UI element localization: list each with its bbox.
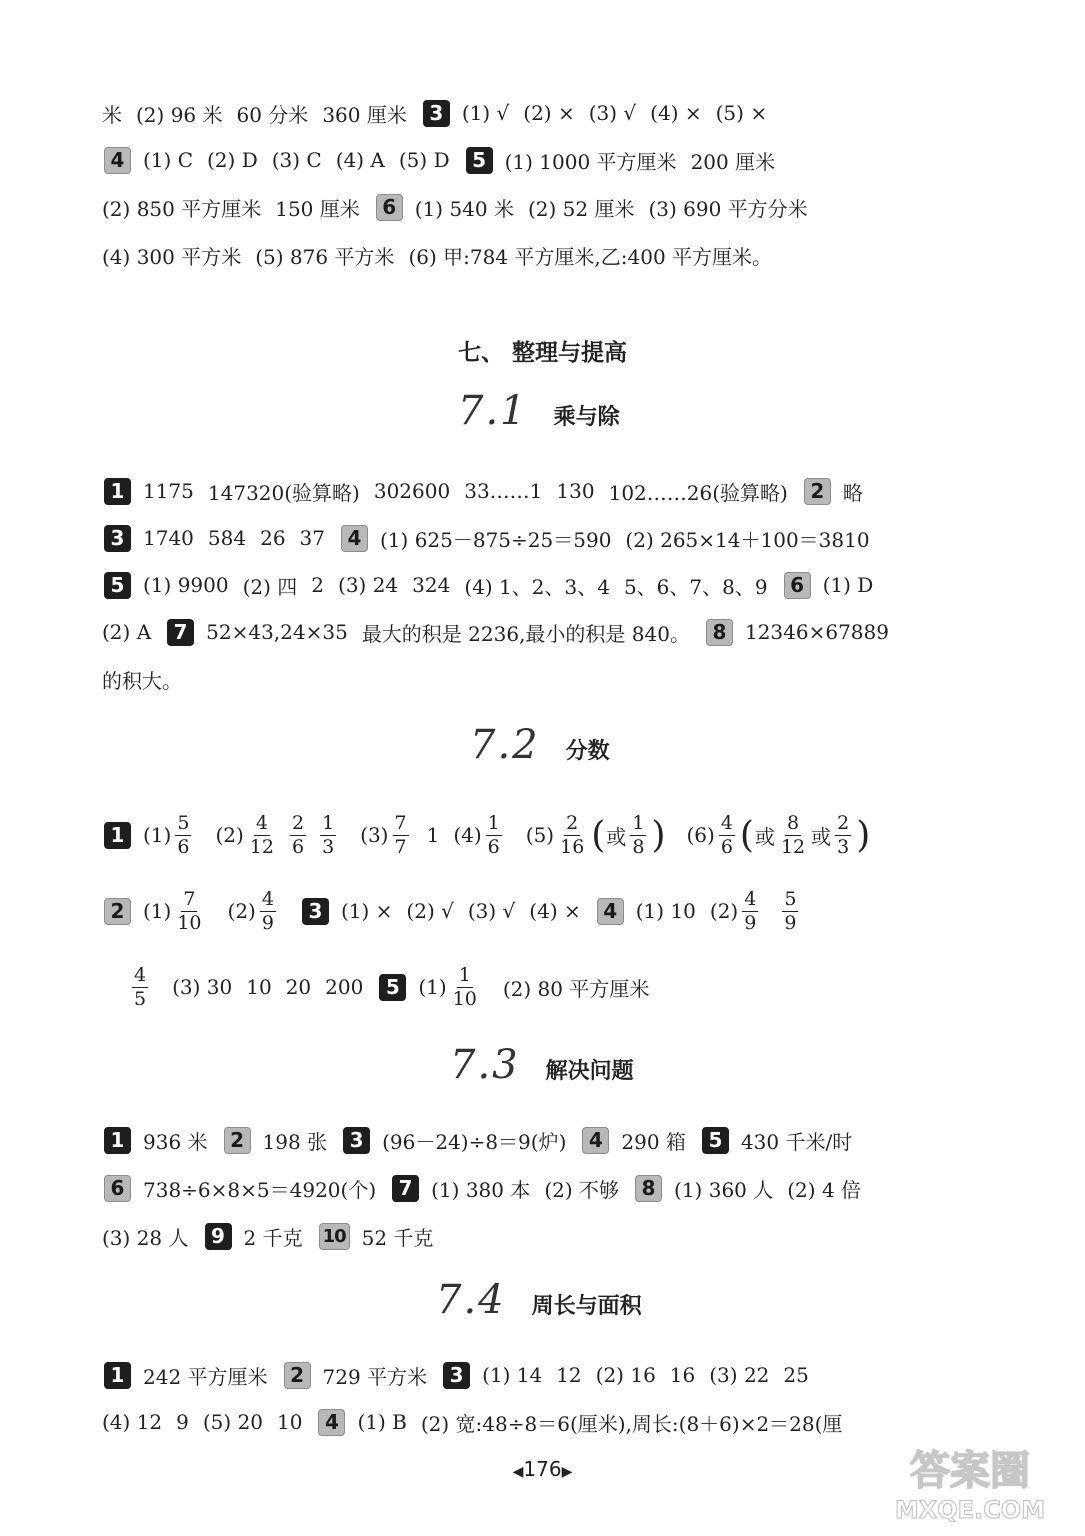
answer-text: (2) 52 厘米 bbox=[527, 196, 635, 221]
fraction bbox=[260, 889, 276, 934]
answer-text: 或 bbox=[606, 824, 627, 849]
denominator: 16 bbox=[560, 835, 585, 858]
answer-text: (2) bbox=[215, 823, 244, 847]
answer-line bbox=[102, 1171, 1045, 1205]
answer-text: 102……26(验算略) bbox=[608, 480, 788, 505]
denominator: 12 bbox=[780, 835, 806, 858]
denominator: 6 bbox=[177, 835, 190, 858]
fraction bbox=[393, 813, 409, 858]
numerator: 1 bbox=[632, 811, 645, 834]
section-heading bbox=[470, 722, 610, 768]
answer-line bbox=[102, 662, 1045, 696]
answer-text: (2) bbox=[227, 899, 256, 923]
section-number: 7.1 bbox=[458, 388, 528, 434]
answer-text: (1) 14 bbox=[482, 1363, 543, 1387]
answer-text: (3) √ bbox=[588, 101, 637, 125]
question-number-badge: 8 bbox=[706, 619, 733, 646]
fraction bbox=[175, 813, 191, 858]
answer-line bbox=[102, 1405, 1045, 1439]
answer-text: 60 分米 bbox=[236, 102, 309, 127]
question-number-badge: 2 bbox=[224, 1127, 251, 1154]
answer-text: 2 千克 bbox=[243, 1225, 303, 1250]
answer-text: 52 千克 bbox=[361, 1225, 434, 1250]
answer-text: 290 箱 bbox=[621, 1129, 686, 1154]
answer-text: (2) A bbox=[102, 620, 152, 644]
answer-text: (1) C bbox=[143, 148, 193, 172]
answer-text: (1) bbox=[143, 899, 172, 923]
numerator: 2 bbox=[837, 811, 850, 834]
answer-text: (6) bbox=[686, 823, 715, 847]
answer-text: (3) C bbox=[271, 148, 322, 172]
watermark-url: MXQE.COM bbox=[894, 1496, 1046, 1524]
fraction bbox=[630, 813, 646, 858]
answer-text: 米 bbox=[102, 102, 122, 127]
answer-text: 37 bbox=[299, 526, 325, 550]
answer-text: 324 bbox=[412, 573, 451, 597]
section-title: 乘与除 bbox=[553, 405, 620, 430]
answer-text: 360 厘米 bbox=[322, 102, 407, 127]
answer-text: 10 bbox=[277, 1410, 303, 1434]
fraction bbox=[175, 889, 203, 934]
numerator: 4 bbox=[261, 887, 274, 910]
denominator: 5 bbox=[134, 987, 147, 1010]
answer-text: 200 bbox=[325, 975, 364, 999]
answer-line bbox=[102, 1219, 1045, 1253]
answer-text: 或 bbox=[811, 824, 832, 849]
answer-line bbox=[102, 615, 1045, 649]
answer-text: (5) D bbox=[398, 148, 450, 172]
answer-text: (1) 360 人 bbox=[674, 1177, 774, 1202]
section-title: 解决问题 bbox=[545, 1059, 634, 1084]
question-number-badge: 8 bbox=[635, 1175, 662, 1202]
answer-text: (1) × bbox=[340, 899, 393, 923]
answer-text: (1) √ bbox=[461, 101, 510, 125]
question-number-badge: 7 bbox=[167, 619, 194, 646]
answer-text: (1) 9900 bbox=[143, 573, 229, 597]
question-number-badge: 3 bbox=[104, 525, 131, 552]
answer-text: (4) bbox=[453, 823, 482, 847]
answer-text: 198 张 bbox=[262, 1129, 328, 1154]
answer-text: (4) 12 bbox=[102, 1410, 163, 1434]
question-number-badge: 4 bbox=[318, 1409, 345, 1436]
answer-text: (5) 20 bbox=[202, 1410, 264, 1434]
triangle-left-icon: ◀ bbox=[512, 1464, 524, 1480]
answer-line bbox=[102, 238, 1045, 272]
answer-line bbox=[102, 810, 1045, 860]
watermark-text: 答案圈 bbox=[910, 1448, 1030, 1494]
question-number-badge: 6 bbox=[376, 194, 403, 221]
section-heading bbox=[458, 388, 620, 434]
section-number: 7.4 bbox=[436, 1277, 506, 1323]
question-number-badge: 4 bbox=[597, 898, 624, 925]
fraction bbox=[486, 813, 502, 858]
answer-text: (2) 96 米 bbox=[136, 102, 223, 127]
answer-text: (4) 300 平方米 bbox=[102, 244, 242, 269]
page-number-text: 176 bbox=[523, 1457, 562, 1481]
answer-text: (2) 四 bbox=[242, 574, 298, 599]
denominator: 10 bbox=[452, 987, 477, 1010]
numerator: 1 bbox=[322, 811, 335, 834]
section-number: 7.2 bbox=[470, 722, 540, 768]
answer-line bbox=[102, 886, 1045, 936]
answer-text: (3) 24 bbox=[338, 573, 399, 597]
question-number-badge: 4 bbox=[104, 147, 131, 174]
fraction bbox=[719, 813, 735, 858]
answer-text: 略 bbox=[842, 480, 863, 505]
answer-text: (2) 宽:48÷8＝6(厘米),周长:(8＋6)×2＝28(厘 bbox=[420, 1411, 843, 1436]
answer-text: (3) bbox=[360, 823, 389, 847]
answer-line bbox=[102, 568, 1045, 602]
question-number-badge: 1 bbox=[104, 478, 131, 505]
fraction bbox=[451, 965, 479, 1010]
answer-text: (1) bbox=[143, 823, 172, 847]
answer-line bbox=[102, 96, 1045, 130]
answer-text: 147320(验算略) bbox=[207, 480, 360, 505]
answer-text: 738÷6×8×5＝4920(个) bbox=[143, 1177, 377, 1202]
answer-text: 302600 bbox=[373, 479, 451, 503]
denominator: 3 bbox=[322, 835, 335, 858]
answer-text: 12 bbox=[556, 1363, 582, 1387]
section-heading bbox=[436, 1277, 642, 1323]
fraction bbox=[248, 813, 276, 858]
answer-text: 或 bbox=[754, 824, 775, 849]
numerator: 7 bbox=[394, 811, 407, 834]
answer-text: 150 厘米 bbox=[275, 196, 360, 221]
question-number-badge: 4 bbox=[341, 525, 368, 552]
right-paren: ) bbox=[651, 814, 666, 856]
fraction bbox=[558, 813, 586, 858]
answer-text: 12346×67889 bbox=[744, 620, 889, 644]
fraction bbox=[742, 889, 758, 934]
answer-text: (2) 850 平方厘米 bbox=[102, 196, 262, 221]
question-number-badge: 4 bbox=[582, 1127, 609, 1154]
denominator: 12 bbox=[249, 835, 274, 858]
denominator: 6 bbox=[720, 835, 733, 858]
question-number-badge: 3 bbox=[343, 1127, 370, 1154]
answer-text: (2) 80 平方厘米 bbox=[502, 976, 650, 1001]
answer-text: (3) 28 人 bbox=[102, 1225, 189, 1250]
denominator: 3 bbox=[837, 835, 850, 858]
question-number-badge: 3 bbox=[443, 1362, 470, 1389]
fraction bbox=[782, 889, 798, 934]
answer-text: (3) 690 平方分米 bbox=[648, 196, 808, 221]
answer-text: (2) 4 倍 bbox=[787, 1177, 862, 1202]
answer-text: (1) bbox=[418, 975, 447, 999]
right-paren: ) bbox=[856, 814, 871, 856]
question-number-badge: 5 bbox=[379, 974, 406, 1001]
chapter-title: 七、 整理与提高 bbox=[457, 340, 627, 366]
answer-line bbox=[102, 1358, 1045, 1392]
answer-text: 20 bbox=[285, 975, 312, 999]
answer-text: (2) 16 bbox=[595, 1363, 656, 1387]
question-number-badge: 5 bbox=[104, 572, 131, 599]
answer-text: 52×43,24×35 bbox=[206, 620, 348, 644]
answer-text: (1) D bbox=[822, 573, 874, 597]
answer-text: 最大的积是 2236,最小的积是 840。 bbox=[361, 621, 690, 646]
answer-line bbox=[102, 521, 1045, 555]
answer-text: (5) × bbox=[715, 101, 768, 125]
answer-text: 729 平方米 bbox=[322, 1364, 428, 1389]
numerator: 4 bbox=[255, 811, 268, 834]
denominator: 8 bbox=[632, 835, 645, 858]
answer-text: (2) 265×14＋100＝3810 bbox=[625, 527, 870, 552]
answer-text: (2) D bbox=[207, 148, 258, 172]
answer-line bbox=[102, 1123, 1045, 1157]
fraction bbox=[835, 813, 851, 858]
answer-text: 1175 bbox=[143, 479, 194, 503]
question-number-badge: 1 bbox=[104, 1362, 131, 1389]
answer-line bbox=[128, 962, 1045, 1012]
numerator: 1 bbox=[487, 811, 500, 834]
answer-text: 10 bbox=[246, 975, 272, 999]
denominator: 6 bbox=[487, 835, 500, 858]
fraction bbox=[290, 813, 306, 858]
fraction bbox=[320, 813, 336, 858]
question-number-badge: 7 bbox=[392, 1175, 419, 1202]
answer-text: 9 bbox=[176, 1410, 189, 1434]
answer-text: 1 bbox=[426, 823, 440, 847]
answer-text: 2 bbox=[311, 573, 325, 597]
fraction bbox=[779, 813, 807, 858]
section-number: 7.3 bbox=[450, 1042, 520, 1088]
answer-text: 130 bbox=[556, 479, 595, 503]
question-number-badge: 5 bbox=[466, 147, 493, 174]
answer-line bbox=[102, 143, 1045, 177]
answer-text: (4) × bbox=[650, 101, 702, 125]
answer-text: (1) 1000 平方厘米 bbox=[504, 149, 677, 174]
answer-text: 33……1 bbox=[464, 479, 543, 503]
denominator: 10 bbox=[177, 911, 202, 934]
numerator: 5 bbox=[784, 887, 797, 910]
answer-text: (3) √ bbox=[467, 899, 516, 923]
numerator: 2 bbox=[291, 811, 305, 834]
answer-text: 16 bbox=[669, 1363, 696, 1387]
answer-text: (1) 380 本 bbox=[431, 1177, 531, 1202]
question-number-badge: 10 bbox=[319, 1223, 350, 1250]
fraction bbox=[132, 965, 148, 1010]
answer-text: 430 千米/时 bbox=[740, 1129, 853, 1154]
answer-text: (2) bbox=[709, 899, 739, 923]
answer-text: (5) bbox=[525, 823, 555, 847]
triangle-right-icon: ▶ bbox=[561, 1464, 573, 1480]
watermark-logo bbox=[875, 1436, 1065, 1526]
answer-text: 5、6、7、8、9 bbox=[623, 574, 768, 599]
answer-text: 584 bbox=[207, 526, 247, 550]
question-number-badge: 1 bbox=[104, 822, 131, 849]
answer-text: (5) 876 平方米 bbox=[255, 244, 395, 269]
numerator: 4 bbox=[134, 963, 147, 986]
numerator: 8 bbox=[787, 811, 800, 834]
answer-text: (1) 10 bbox=[635, 899, 696, 923]
numerator: 5 bbox=[177, 811, 190, 834]
answer-text: 242 平方厘米 bbox=[143, 1364, 268, 1389]
answer-text: 的积大。 bbox=[102, 668, 182, 693]
question-number-badge: 5 bbox=[702, 1127, 729, 1154]
answer-text: 1740 bbox=[143, 526, 194, 550]
left-paren: ( bbox=[591, 814, 606, 856]
denominator: 9 bbox=[744, 911, 757, 934]
answer-text: (96－24)÷8＝9(炉) bbox=[382, 1129, 567, 1154]
numerator: 2 bbox=[566, 811, 579, 834]
answer-text: (1) B bbox=[357, 1410, 407, 1434]
answer-text: (1) 625－875÷25＝590 bbox=[380, 527, 612, 552]
numerator: 4 bbox=[720, 811, 733, 834]
section-title: 周长与面积 bbox=[531, 1294, 642, 1319]
question-number-badge: 2 bbox=[104, 898, 131, 925]
answer-text: (6) 甲:784 平方厘米,乙:400 平方厘米。 bbox=[408, 244, 773, 269]
denominator: 7 bbox=[394, 835, 407, 858]
question-number-badge: 6 bbox=[104, 1175, 131, 1202]
question-number-badge: 3 bbox=[423, 100, 450, 127]
answer-line bbox=[102, 474, 1045, 508]
answer-text: 200 厘米 bbox=[690, 149, 776, 174]
numerator: 1 bbox=[458, 963, 471, 986]
question-number-badge: 1 bbox=[104, 1127, 131, 1154]
question-number-badge: 6 bbox=[784, 572, 811, 599]
answer-text: (3) 22 bbox=[709, 1363, 770, 1387]
answer-text: 25 bbox=[783, 1363, 809, 1387]
answer-text: (2) 不够 bbox=[544, 1177, 620, 1202]
question-number-badge: 2 bbox=[804, 478, 831, 505]
left-paren: ( bbox=[739, 814, 754, 856]
answer-text: (2) × bbox=[523, 101, 575, 125]
answer-text: (1) 540 米 bbox=[414, 196, 514, 221]
question-number-badge: 9 bbox=[205, 1223, 232, 1250]
section-heading bbox=[450, 1042, 634, 1088]
denominator: 6 bbox=[291, 835, 305, 858]
answer-text: (2) √ bbox=[406, 899, 454, 923]
answer-text: (4) × bbox=[529, 899, 581, 923]
denominator: 9 bbox=[784, 911, 797, 934]
answer-text: (3) 30 bbox=[172, 975, 233, 999]
answer-text: (4) 1、2、3、4 bbox=[464, 574, 610, 599]
numerator: 4 bbox=[744, 887, 757, 910]
answer-text: (4) A bbox=[335, 148, 385, 172]
question-number-badge: 2 bbox=[284, 1362, 311, 1389]
answer-text: 26 bbox=[260, 526, 286, 550]
answer-line bbox=[102, 190, 1045, 224]
answer-text: 936 米 bbox=[143, 1129, 208, 1154]
question-number-badge: 3 bbox=[302, 898, 329, 925]
denominator: 9 bbox=[261, 911, 274, 934]
numerator: 7 bbox=[183, 887, 196, 910]
section-title: 分数 bbox=[565, 739, 610, 764]
